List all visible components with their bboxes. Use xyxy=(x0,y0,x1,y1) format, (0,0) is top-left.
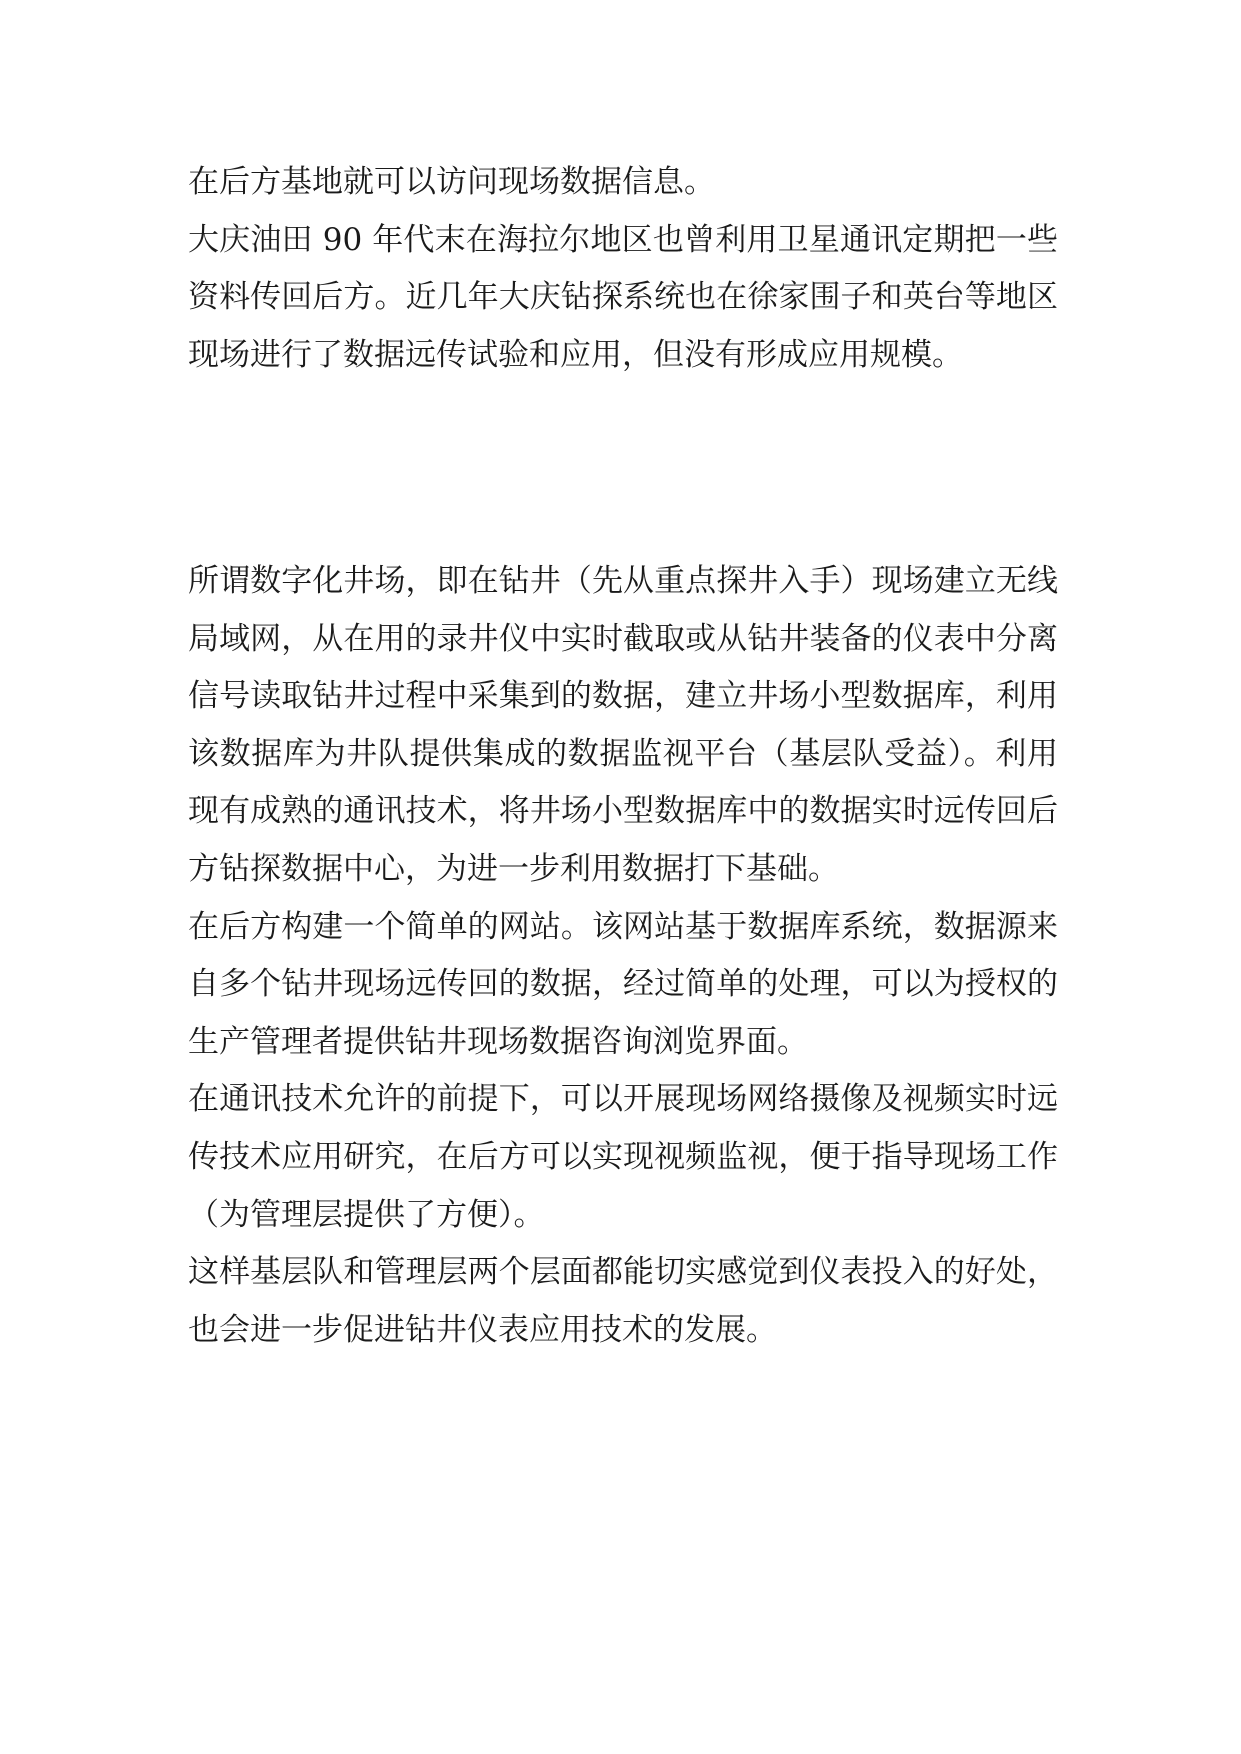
paragraph: 所谓数字化井场，即在钻井（先从重点探井入手）现场建立无线局域网，从在用的录井仪中实时截取或从钻井装备的仪表中分离信号读取钻井过程中采集到的数据，建立井场小型数据库，利用该数据库为井队提供集成的数据监视平台（基层队受益）。利用现有成熟的通讯技术，将井场小型数据库中的数据实时远传回后方钻探数据中心，为进一步利用数据打下基础。 xyxy=(188,563,1058,887)
text-block-main xyxy=(188,553,1058,1359)
text-block-top xyxy=(188,154,1058,384)
paragraph: 在通讯技术允许的前提下，可以开展现场网络摄像及视频实时远传技术应用研究，在后方可以实现视频监视，便于指导现场工作（为管理层提供了方便）。 xyxy=(188,1081,1058,1233)
paragraph: 这样基层队和管理层两个层面都能切实感觉到仪表投入的好处，也会进一步促进钻井仪表应用技术的发展。 xyxy=(188,1254,1058,1348)
paragraph: 大庆油田 90 年代末在海拉尔地区也曾利用卫星通讯定期把一些资料传回后方。近几年大庆钻探系统也在徐家围子和英台等地区现场进行了数据远传试验和应用，但没有形成应用规模。 xyxy=(188,221,1058,373)
paragraph: 在后方构建一个简单的网站。该网站基于数据库系统，数据源来自多个钻井现场远传回的数据，经过简单的处理，可以为授权的生产管理者提供钻井现场数据咨询浏览界面。 xyxy=(188,908,1058,1060)
paragraph: 在后方基地就可以访问现场数据信息。 xyxy=(188,164,715,200)
